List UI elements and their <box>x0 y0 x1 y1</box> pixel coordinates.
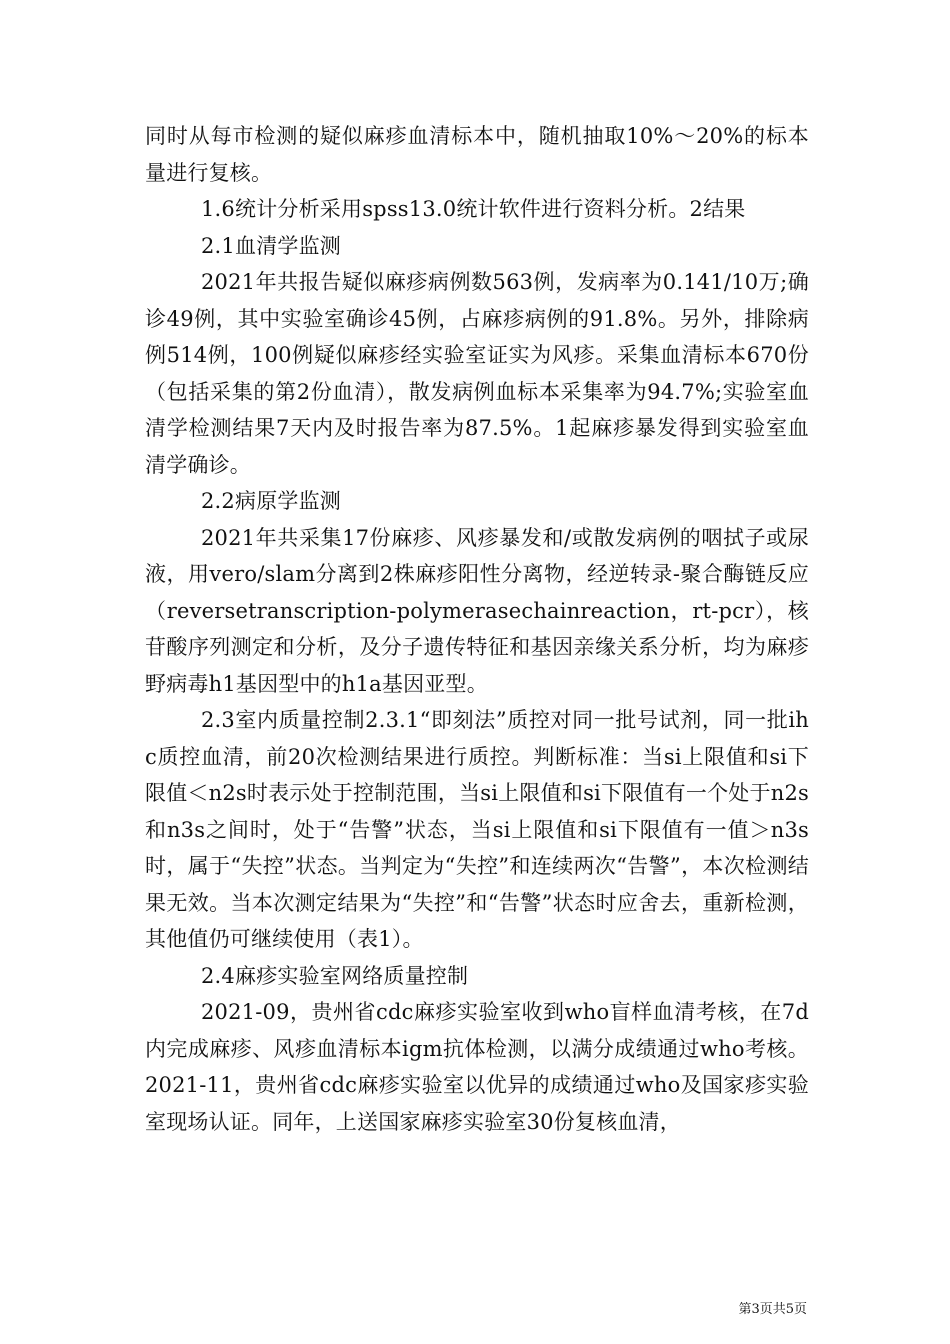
paragraph-sample-recheck: 同时从每市检测的疑似麻疹血清标本中，随机抽取10%～20%的标本量进行复核。 <box>145 124 809 185</box>
paragraph-etiology: 2021年共采集17份麻疹、风疹暴发和/或散发病例的咽拭子或尿液，用vero/slam分离到2株麻疹阳性分离物，经逆转录-聚合酶链反应（reversetranscription-polymerasechainreaction，rt-pcr），核苷酸序列测定和分析，及分子遗传特征和基因亲缘关系分析，均为麻疹野病毒h1基因型中的h1a基因亚型。 <box>145 525 809 696</box>
heading-serology: 2.1血清学监测 <box>201 233 341 258</box>
paragraph-quality-control: 2.3室内质量控制2.3.1“即刻法”质控对同一批号试剂，同一批ihc质控血清，前20次检测结果进行质控。判断标准：当si上限值和si下限值＜n2s时表示处于控制范围，当si上限值和si下限值有一个处于n2s和n3s之间时，处于“告警”状态，当si上限值和si下限值有一值＞n3s时，属于“失控”状态。当判定为“失控”和连续两次“告警”，本次检测结果无效。当本次测定结果为“失控”和“告警”状态时应舍去，重新检测，其他值仍可继续使用（表1）。 <box>145 708 809 951</box>
heading-network-quality: 2.4麻疹实验室网络质量控制 <box>201 963 469 988</box>
paragraph-serology: 2021年共报告疑似麻疹病例数563例，发病率为0.141/10万;确诊49例，其中实验室确诊45例，占麻疹病例的91.8%。另外，排除病例514例，100例疑似麻疹经实验室证实为风疹。采集血清标本670份（包括采集的第2份血清），散发病例血标本采集率为94.7%;实验室血清学检测结果7天内及时报告率为87.5%。1起麻疹暴发得到实验室血清学确诊。 <box>145 270 809 477</box>
paragraph-network-quality: 2021-09，贵州省cdc麻疹实验室收到who盲样血清考核，在7d内完成麻疹、风疹血清标本igm抗体检测，以满分成绩通过who考核。2021-11，贵州省cdc麻疹实验室以优异的成绩通过who及国家疹实验室现场认证。同年，上送国家麻疹实验室30份复核血清， <box>145 1000 809 1134</box>
paragraph-statistics: 1.6统计分析采用spss13.0统计软件进行资料分析。2结果 <box>201 197 746 221</box>
heading-etiology: 2.2病原学监测 <box>201 489 341 513</box>
document-body <box>145 118 809 1140</box>
page-number: 第3页共5页 <box>738 1302 807 1317</box>
